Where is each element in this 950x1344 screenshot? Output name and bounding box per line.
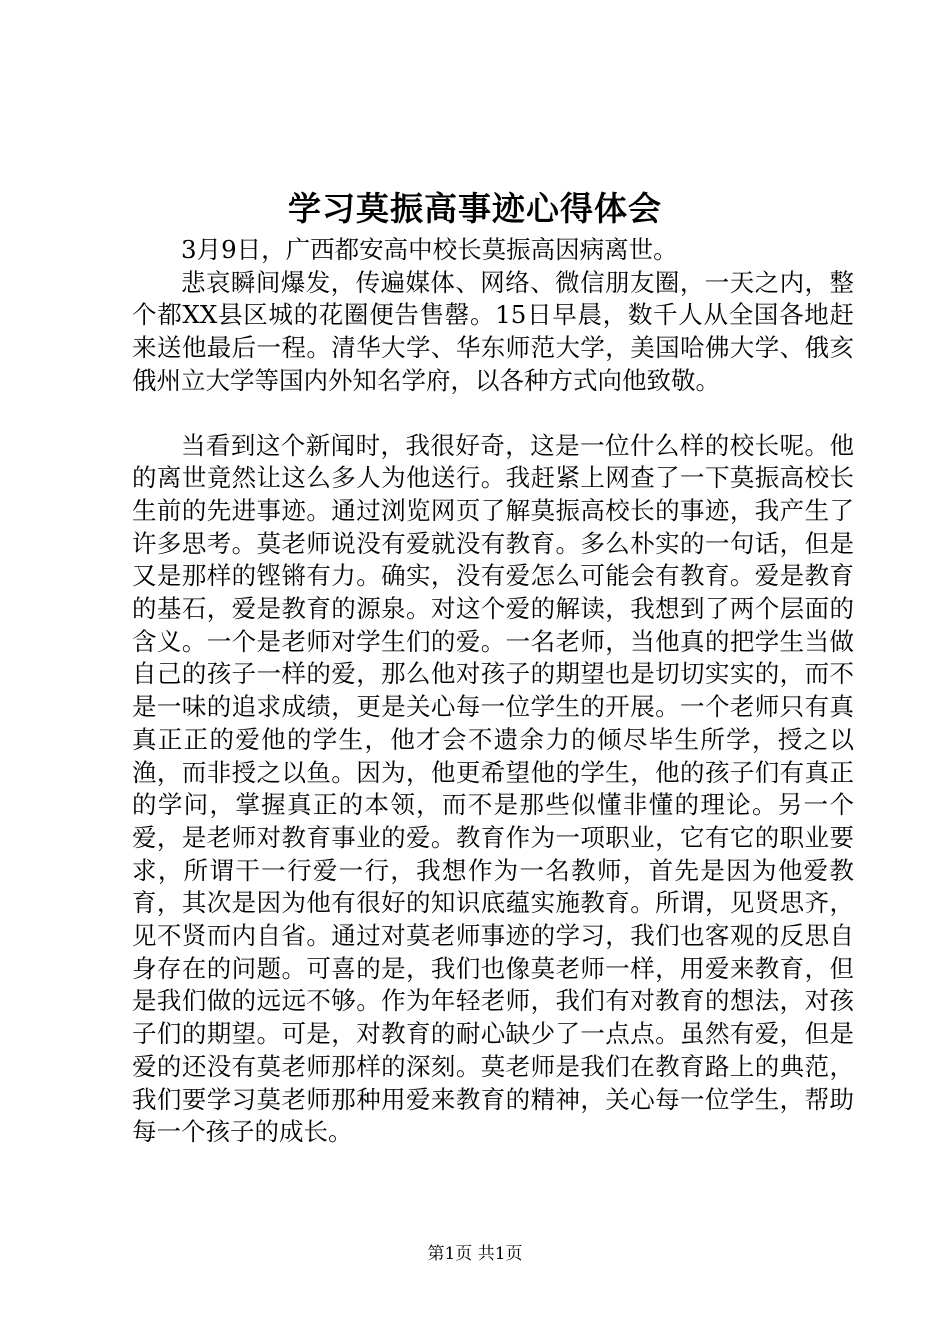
page-footer: 第1页 共1页 <box>427 1244 523 1264</box>
document-body <box>132 234 854 1149</box>
paragraph-1: 3月9日，广西都安高中校长莫振高因病离世。 <box>181 235 678 264</box>
document-title: 学习莫振高事迹心得体会 <box>288 189 662 228</box>
paragraph-2: 悲哀瞬间爆发，传遍媒体、网络、微信朋友圈，一天之内，整个都XX县区城的花圈便告售罄。15日早晨，数千人从全国各地赶来送他最后一程。清华大学、华东师范大学，美国哈佛大学、俄亥俄州立大学等国内外知名学府，以各种方式向他致敬。 <box>132 267 854 395</box>
paragraph-3: 当看到这个新闻时，我很好奇，这是一位什么样的校长呢。他的离世竟然让这么多人为他送行。我赶紧上网查了一下莫振高校长生前的先进事迹。通过浏览网页了解莫振高校长的事迹，我产生了许多思考。莫老师说没有爱就没有教育。多么朴实的一句话，但是又是那样的铿锵有力。确实，没有爱怎么可能会有教育。爱是教育的基石，爱是教育的源泉。对这个爱的解读，我想到了两个层面的含义。一个是老师对学生们的爱。一名老师，当他真的把学生当做自己的孩子一样的爱，那么他对孩子的期望也是切切实实的，而不是一味的追求成绩，更是关心每一位学生的开展。一个老师只有真真正正的爱他的学生，他才会不遗余力的倾尽毕生所学，授之以渔，而非授之以鱼。因为，他更希望他的学生，他的孩子们有真正的学问，掌握真正的本领，而不是那些似懂非懂的理论。另一个爱，是老师对教育事业的爱。教育作为一项职业，它有它的职业要求，所谓干一行爱一行，我想作为一名教师，首先是因为他爱教育，其次是因为他有很好的知识底蕴实施教育。所谓，见贤思齐，见不贤而内自省。通过对莫老师事迹的学习，我们也客观的反思自身存在的问题。可喜的是，我们也像莫老师一样，用爱来教育，但是我们做的远远不够。作为年轻老师，我们有对教育的想法，对孩子们的期望。可是，对教育的耐心缺少了一点点。虽然有爱，但是爱的还没有莫老师那样的深刻。莫老师是我们在教育路上的典范，我们要学习莫老师那种用爱来教育的精神，关心每一位学生，帮助每一个孩子的成长。 <box>132 430 854 1147</box>
